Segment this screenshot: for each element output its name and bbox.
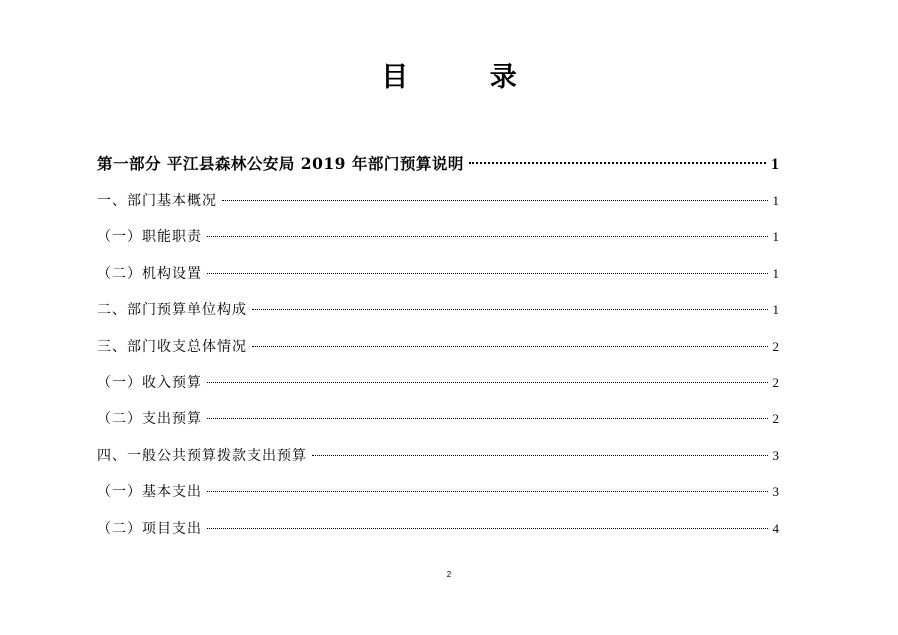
toc-entry-label: （一）收入预算 <box>97 374 202 391</box>
toc-entry-organization-setup[interactable] <box>97 256 779 292</box>
toc-leader-dots <box>312 455 768 456</box>
toc-entry-income-expenditure-overview[interactable] <box>97 329 779 365</box>
toc-entry-page-number: 1 <box>771 156 779 173</box>
page-title: 目 录 <box>381 62 553 93</box>
toc-entry-income-budget[interactable] <box>97 365 779 401</box>
toc-entry-label: （一）基本支出 <box>97 484 202 501</box>
toc-entry-label: （二）项目支出 <box>97 520 202 537</box>
toc-entry-functions-duties[interactable] <box>97 219 779 255</box>
footer-page-number: 2 <box>446 570 452 579</box>
toc-entry-label: （二）机构设置 <box>97 265 202 282</box>
toc-entry-label: 第一部分 平江县森林公安局 2019 年部门预算说明 <box>97 154 464 173</box>
toc-leader-dots <box>207 528 768 529</box>
toc-leader-dots <box>207 273 768 274</box>
toc-leader-dots <box>469 162 766 164</box>
toc-entry-part-one[interactable] <box>97 149 779 179</box>
toc-entry-label: 一、部门基本概况 <box>97 193 217 209</box>
toc-entry-page-number: 1 <box>772 265 779 281</box>
toc-entry-label: 四、一般公共预算拨款支出预算 <box>97 447 307 464</box>
toc-entry-page-number: 1 <box>772 229 779 245</box>
toc-entry-page-number: 1 <box>772 193 779 208</box>
toc-entry-budget-units[interactable] <box>97 292 779 328</box>
toc-entry-label: 二、部门预算单位构成 <box>97 302 247 319</box>
toc-entry-label: （二）支出预算 <box>97 411 202 428</box>
toc-entry-expenditure-budget[interactable] <box>97 401 779 437</box>
toc-entry-department-overview[interactable] <box>97 183 779 219</box>
toc-leader-dots <box>252 346 768 347</box>
toc-entry-label: 三、部门收支总体情况 <box>97 338 247 355</box>
toc-entry-page-number: 2 <box>772 374 779 390</box>
toc-entry-basic-expenditure[interactable] <box>97 474 779 510</box>
table-of-contents <box>97 149 779 547</box>
toc-entry-project-expenditure[interactable] <box>97 511 779 547</box>
toc-entry-page-number: 2 <box>772 411 779 427</box>
toc-leader-dots <box>207 236 768 237</box>
toc-leader-dots <box>207 491 768 492</box>
toc-leader-dots <box>222 200 768 201</box>
toc-entry-page-number: 1 <box>772 302 779 318</box>
toc-leader-dots <box>207 382 768 383</box>
toc-entry-general-public-budget[interactable] <box>97 438 779 474</box>
toc-leader-dots <box>252 309 768 310</box>
toc-entry-page-number: 4 <box>772 520 779 536</box>
toc-leader-dots <box>207 418 768 419</box>
toc-entry-page-number: 3 <box>772 447 779 463</box>
toc-entry-page-number: 3 <box>772 484 779 500</box>
toc-entry-label: （一）职能职责 <box>97 229 202 246</box>
toc-entry-page-number: 2 <box>772 338 779 354</box>
